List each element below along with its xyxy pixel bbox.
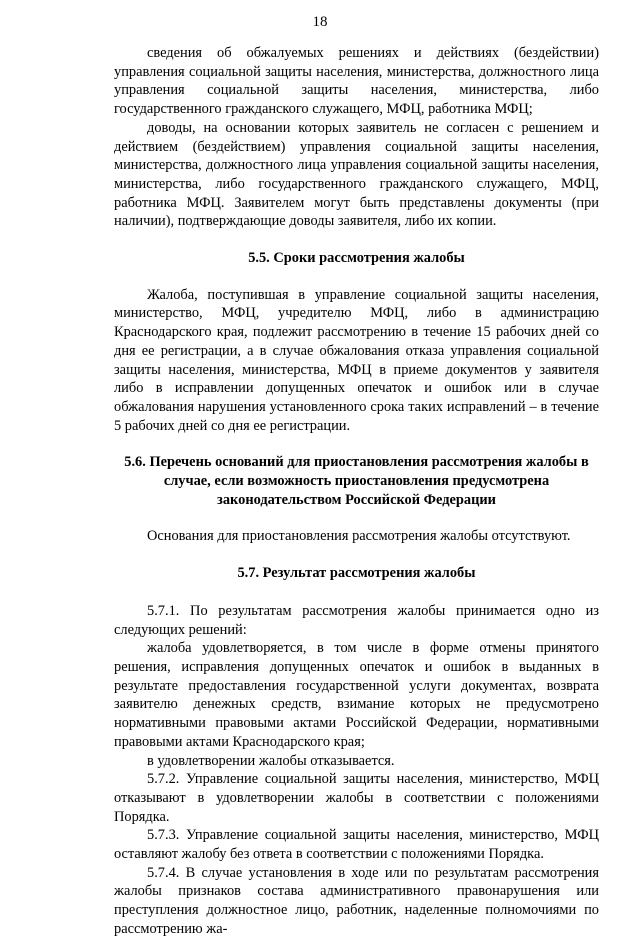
paragraph-5-7-2: 5.7.2. Управление социальной защиты населения, министерство, МФЦ отказывают в удовлетворении жалобы в соответствии с положениями Порядка.	[114, 771, 599, 825]
paragraph-complaint-satisfied: жалоба удовлетворяется, в том числе в форме отмены принятого решения, исправления допущенных опечаток и ошибок в выданных в результате предоставления государственной услуги документах, возврата заявителю денежных средств, взимание которых не предусмотрено нормативными правовыми актами Российской Федерации, нормативными правовыми актами Краснодарского края;	[114, 640, 599, 750]
paragraph-5-7-3: 5.7.3. Управление социальной защиты населения, министерство, МФЦ оставляют жалобу без ответа в соответствии с положениями Порядка.	[114, 827, 599, 863]
heading-5-6: 5.6. Перечень оснований для приостановления рассмотрения жалобы в случае, если возможность приостановления предусмотрена законодательством Российской Федерации	[124, 454, 589, 508]
heading-5-5: 5.5. Сроки рассмотрения жалобы	[248, 250, 465, 267]
paragraph-complaint-denied: в удовлетворении жалобы отказывается.	[147, 752, 395, 769]
paragraph-arguments: доводы, на основании которых заявитель не согласен с решением и действием (бездействием) управления социальной защиты населения, министерства, должностного лица управления социальной защиты населения, министерства, либо государственного гражданского служащего, МФЦ, работника МФЦ. Заявителем могут быть представлены документы (при наличии), подтверждающие доводы заявителя, либо их копии.	[114, 119, 599, 230]
paragraph-5-7-1: 5.7.1. По результатам рассмотрения жалобы принимается одно из следующих решений:	[114, 602, 599, 638]
paragraph-5-7-4: 5.7.4. В случае установления в ходе или по результатам рассмотрения жалобы признаков состава административного правонарушения или преступления должностное лицо, работник, наделенные полномочиями по рассмотрению жа-	[114, 864, 599, 937]
heading-5-7: 5.7. Результат рассмотрения жалобы	[237, 565, 476, 582]
document-body	[114, 44, 599, 939]
paragraph-suspension-grounds: Основания для приостановления рассмотрения жалобы отсутствуют.	[147, 528, 571, 545]
paragraph-appeal-info: сведения об обжалуемых решениях и действиях (бездействии) управления социальной защиты населения, министерства, должностного лица управления социальной защиты населения, министерства, либо государственного гражданского служащего, МФЦ, работника МФЦ;	[114, 45, 599, 118]
paragraph-review-deadlines: Жалоба, поступившая в управление социальной защиты населения, министерство, МФЦ, учредителю МФЦ, либо в администрацию Краснодарского края, подлежит рассмотрению в течение 15 рабочих дней со дня ее регистрации, а в случае обжалования отказа управления социальной защиты населения, министерства, МФЦ в приеме документов у заявителя либо в исправлении допущенных опечаток и ошибок или в случае обжалования нарушения установленного срока таких исправлений – в течение 5 рабочих дней со дня ее регистрации.	[114, 286, 599, 434]
page-number: 18	[312, 14, 328, 30]
